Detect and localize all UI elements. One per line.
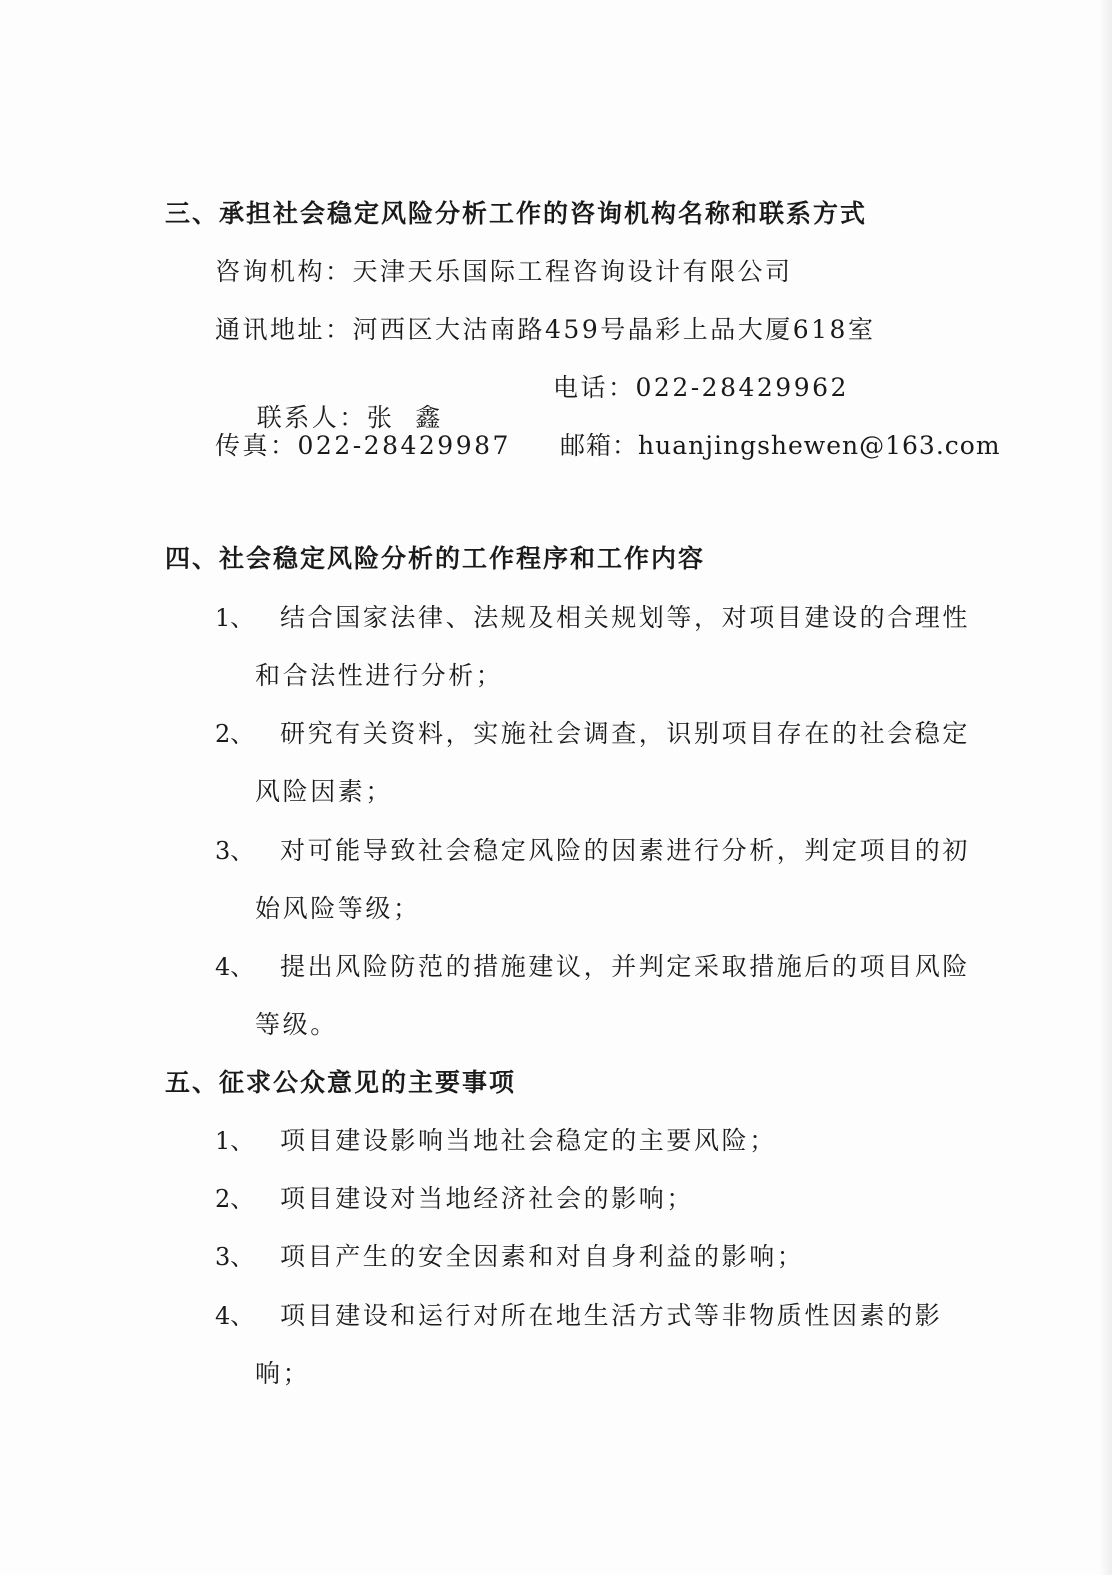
s5-item3-line1: 项目产生的安全因素和对自身利益的影响； <box>280 1242 805 1271</box>
address-value: 河西区大沽南路459号晶彩上品大厦618室 <box>352 315 876 344</box>
s5-item4-line2: 响； <box>255 1359 311 1388</box>
s4-item2-line2: 风险因素； <box>255 777 394 806</box>
s4-item3-line1: 对可能导致社会稳定风险的因素进行分析，判定项目的初 <box>280 836 971 865</box>
address-label: 通讯地址： <box>215 315 353 344</box>
address-line <box>215 315 875 345</box>
s4-item2-number: 2、 <box>215 720 255 748</box>
s4-item4-number: 4、 <box>215 953 255 981</box>
fax-value: 022-28429987 <box>297 431 511 460</box>
contact-value: 张 鑫 <box>366 403 443 432</box>
s5-item3-number: 3、 <box>215 1243 255 1271</box>
s5-item4-line1: 项目建设和运行对所在地生活方式等非物质性因素的影 <box>280 1301 943 1330</box>
s4-item3-line2: 始风险等级； <box>255 894 421 923</box>
s4-item2-line1: 研究有关资料，实施社会调查，识别项目存在的社会稳定 <box>280 719 971 748</box>
s5-item1-number: 1、 <box>215 1127 255 1155</box>
section3-heading: 三、承担社会稳定风险分析工作的咨询机构名称和联系方式 <box>165 199 868 228</box>
section5-heading: 五、征求公众意见的主要事项 <box>165 1068 517 1097</box>
s4-item4-line2: 等级。 <box>255 1010 338 1039</box>
phone-label: 电话： <box>553 373 636 402</box>
s5-item4-number: 4、 <box>215 1302 255 1330</box>
org-label: 咨询机构： <box>215 257 353 286</box>
email-value: huanjingshewen@163.com <box>638 431 1001 460</box>
org-line <box>215 257 793 287</box>
s4-item3-number: 3、 <box>215 837 255 865</box>
s5-item1-line1: 项目建设影响当地社会稳定的主要风险； <box>280 1126 777 1155</box>
s4-item4-line1: 提出风险防范的措施建议，并判定采取措施后的项目风险 <box>280 952 971 981</box>
fax-line <box>215 431 511 461</box>
org-value: 天津天乐国际工程咨询设计有限公司 <box>352 257 793 286</box>
phone-value: 022-28429962 <box>635 373 849 402</box>
s5-item2-number: 2、 <box>215 1185 255 1213</box>
email-line <box>560 431 1001 461</box>
section4-heading: 四、社会稳定风险分析的工作程序和工作内容 <box>165 544 706 573</box>
phone-line <box>553 373 849 403</box>
contact-label: 联系人： <box>256 403 367 432</box>
scan-edge <box>1098 0 1112 1575</box>
s4-item1-number: 1、 <box>215 604 255 632</box>
s4-item1-line1: 结合国家法律、法规及相关规划等，对项目建设的合理性 <box>280 603 971 632</box>
fax-label: 传真： <box>215 431 298 460</box>
s5-item2-line1: 项目建设对当地经济社会的影响； <box>280 1184 695 1213</box>
email-label: 邮箱： <box>560 431 639 460</box>
s4-item1-line2: 和合法性进行分析； <box>255 661 504 690</box>
